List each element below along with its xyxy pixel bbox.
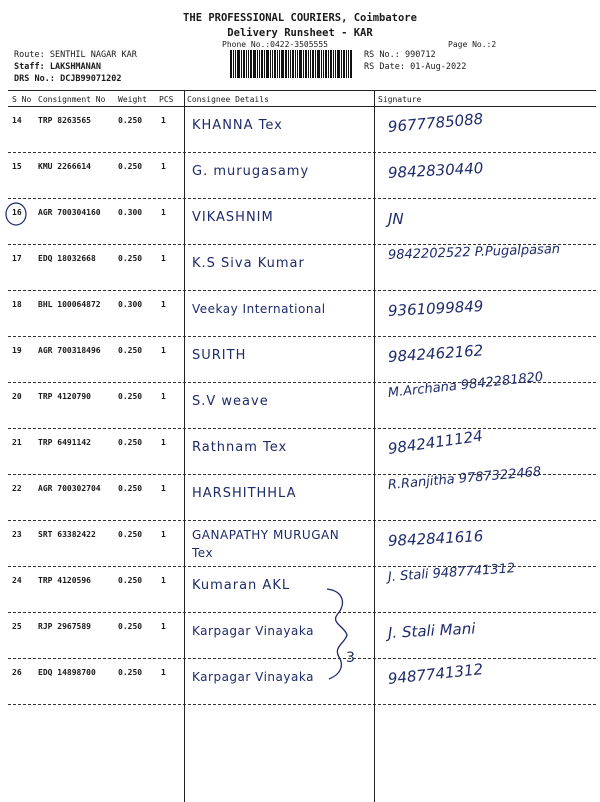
row-separator <box>8 520 596 521</box>
barcode-bar <box>337 50 340 78</box>
barcode-bar <box>235 50 236 78</box>
barcode-bar <box>274 50 276 78</box>
row-weight: 0.250 <box>118 162 143 171</box>
barcode-bar <box>305 50 307 78</box>
row-consignee: Kumaran AKL <box>192 578 291 593</box>
brace-count: 3 <box>346 650 356 666</box>
barcode-bar <box>264 50 265 78</box>
barcode-bar <box>250 50 252 78</box>
rs-date-line <box>364 62 466 72</box>
row-consignee: Veekay International <box>192 302 326 316</box>
barcode-bar <box>330 50 332 78</box>
row-signature: J. Stali 9487741312 <box>387 561 516 585</box>
barcode-bar <box>341 50 342 78</box>
row-consignment: EDQ 18032668 <box>38 254 96 263</box>
barcode-bar <box>237 50 240 78</box>
barcode-bar <box>261 50 263 78</box>
row-separator <box>8 612 596 613</box>
row-separator <box>8 704 596 705</box>
row-consignee: HARSHITHHLA <box>192 486 297 501</box>
row-weight: 0.250 <box>118 484 143 493</box>
row-signature: JN <box>388 210 404 228</box>
row-sno: 15 <box>12 162 22 171</box>
barcode-bar <box>299 50 302 78</box>
route-value: SENTHIL NAGAR KAR <box>49 50 137 60</box>
row-weight: 0.250 <box>118 668 143 677</box>
drs-label: DRS No.: <box>14 74 55 84</box>
drs-value: DCJB99071202 <box>60 74 122 84</box>
barcode-bar <box>272 50 273 78</box>
row-consignment: EDQ 14898700 <box>38 668 96 677</box>
table-top-border <box>8 90 596 91</box>
row-consignee: Karpagar Vinayaka <box>192 670 314 684</box>
row-signature: J. Stali Mani <box>387 619 476 642</box>
rs-no-line <box>364 50 436 60</box>
barcode-bar <box>266 50 269 78</box>
barcode-bar <box>321 50 322 78</box>
row-weight: 0.250 <box>118 392 143 401</box>
row-separator <box>8 152 596 153</box>
row-sno: 22 <box>12 484 22 493</box>
barcode-bar <box>348 50 349 78</box>
runsheet-subtitle: Delivery Runsheet - KAR <box>227 27 373 39</box>
row-sno: 23 <box>12 530 22 539</box>
row-separator <box>8 290 596 291</box>
staff-line <box>14 62 101 72</box>
row-pcs: 1 <box>161 668 166 677</box>
column-divider-signature <box>374 90 375 802</box>
row-pcs: 1 <box>161 576 166 585</box>
phone-number: Phone No.:0422-3505555 <box>222 40 328 49</box>
row-pcs: 1 <box>161 300 166 309</box>
row-pcs: 1 <box>161 484 166 493</box>
row-signature: 9361099849 <box>387 297 484 320</box>
barcode-bar <box>270 50 271 78</box>
row-consignment: AGR 700302704 <box>38 484 101 493</box>
barcode-bar <box>325 50 327 78</box>
barcode-bar <box>310 50 311 78</box>
row-pcs: 1 <box>161 438 166 447</box>
row-consignment: RJP 2967589 <box>38 622 91 631</box>
row-pcs: 1 <box>161 530 166 539</box>
row-weight: 0.250 <box>118 254 143 263</box>
col-header-pcs: PCS <box>159 95 174 104</box>
barcode-bar <box>292 50 294 78</box>
barcode-bar <box>350 50 352 78</box>
barcode-bar <box>285 50 287 78</box>
barcode <box>230 50 353 78</box>
row-consignment: TRP 4120596 <box>38 576 91 585</box>
row-consignment: KMU 2266614 <box>38 162 91 171</box>
row-signature: 9842462162 <box>387 341 484 366</box>
row-signature: M.Archana 9842281820 <box>387 369 544 401</box>
row-sno: 17 <box>12 254 22 263</box>
row-separator <box>8 336 596 337</box>
row-pcs: 1 <box>161 392 166 401</box>
barcode-bar <box>248 50 249 78</box>
barcode-bar <box>243 50 245 78</box>
table-header-border <box>8 106 596 107</box>
row-weight: 0.250 <box>118 530 143 539</box>
row-weight: 0.250 <box>118 438 143 447</box>
row-consignee: Karpagar Vinayaka <box>192 624 314 638</box>
barcode-bar <box>233 50 234 78</box>
rs-no-value: 990712 <box>404 50 436 60</box>
col-header-consignment: Consignment No <box>38 95 106 104</box>
barcode-bar <box>279 50 280 78</box>
barcode-bar <box>257 50 258 78</box>
row-signature: 9842411124 <box>386 426 484 458</box>
brace-mark-icon <box>325 585 365 685</box>
barcode-bar <box>295 50 296 78</box>
row-consignment: TRP 6491142 <box>38 438 91 447</box>
row-separator <box>8 428 596 429</box>
row-pcs: 1 <box>161 162 166 171</box>
row-pcs: 1 <box>161 622 166 631</box>
row-sno: 14 <box>12 116 22 125</box>
barcode-bar <box>288 50 289 78</box>
barcode-bar <box>277 50 278 78</box>
barcode-bar <box>317 50 320 78</box>
row-consignee: S.V weave <box>192 394 269 409</box>
barcode-bar <box>335 50 336 78</box>
barcode-bar <box>253 50 256 78</box>
drs-line <box>14 74 122 84</box>
row-sno: 18 <box>12 300 22 309</box>
row-weight: 0.250 <box>118 346 143 355</box>
row-sno: 21 <box>12 438 22 447</box>
row-signature: 9677785088 <box>387 109 484 136</box>
row-consignee: Rathnam Tex <box>192 440 288 455</box>
row-consignment: TRP 8263565 <box>38 116 91 125</box>
col-header-sno: S No <box>12 95 32 104</box>
route-line <box>14 50 137 60</box>
barcode-bar <box>333 50 334 78</box>
row-weight: 0.300 <box>118 208 143 217</box>
row-sno: 25 <box>12 622 22 631</box>
barcode-bar <box>308 50 309 78</box>
runsheet-title: THE PROFESSIONAL COURIERS, Coimbatore <box>183 12 417 24</box>
barcode-bar <box>246 50 247 78</box>
row-separator <box>8 198 596 199</box>
barcode-bar <box>346 50 347 78</box>
row-pcs: 1 <box>161 208 166 217</box>
row-consignment: SRT 63382422 <box>38 530 96 539</box>
row-signature: 9842830440 <box>387 159 484 182</box>
row-consignee: SURITH <box>192 348 247 363</box>
barcode-bar <box>312 50 314 78</box>
col-header-signature: Signature <box>378 95 422 104</box>
row-consignee: K.S Siva Kumar <box>192 256 305 271</box>
row-weight: 0.250 <box>118 622 143 631</box>
row-consignment: AGR 700304160 <box>38 208 101 217</box>
staff-value: LAKSHMANAN <box>49 62 102 72</box>
row-pcs: 1 <box>161 254 166 263</box>
row-consignee: KHANNA Tex <box>192 118 283 133</box>
barcode-bar <box>315 50 316 78</box>
row-consignment: TRP 4120790 <box>38 392 91 401</box>
row-consignment: BHL 100064872 <box>38 300 101 309</box>
row-sno: 16 <box>12 208 22 217</box>
row-pcs: 1 <box>161 346 166 355</box>
rs-date-label: RS Date: <box>364 62 405 72</box>
barcode-bar <box>259 50 260 78</box>
row-sno: 19 <box>12 346 22 355</box>
row-signature: 9487741312 <box>387 660 484 688</box>
page-number: Page No.:2 <box>448 40 497 49</box>
row-weight: 0.300 <box>118 300 143 309</box>
row-sno: 26 <box>12 668 22 677</box>
row-consignment: AGR 700318496 <box>38 346 101 355</box>
barcode-bar <box>303 50 304 78</box>
barcode-bar <box>241 50 242 78</box>
row-sno: 20 <box>12 392 22 401</box>
row-consignee: G. murugasamy <box>192 164 310 179</box>
row-signature: R.Ranjitha 9787322468 <box>387 464 542 493</box>
route-label: Route: <box>14 50 45 60</box>
circle-mark-icon <box>4 202 28 226</box>
rs-date-value: 01-Aug-2022 <box>410 62 467 72</box>
row-consignee: VIKASHNIM <box>192 210 274 225</box>
row-consignee: GANAPATHY MURUGAN Tex <box>192 528 340 560</box>
barcode-bar <box>230 50 232 78</box>
column-divider-consignee <box>184 90 185 802</box>
row-separator <box>8 658 596 659</box>
row-weight: 0.250 <box>118 116 143 125</box>
staff-label: Staff: <box>14 62 45 72</box>
barcode-bar <box>343 50 345 78</box>
row-signature: 9842841616 <box>387 527 484 550</box>
barcode-bar <box>328 50 329 78</box>
row-signature: 9842202522 P.Pugalpasan <box>387 241 561 263</box>
col-header-weight: Weight <box>118 95 147 104</box>
barcode-bar <box>290 50 291 78</box>
row-weight: 0.250 <box>118 576 143 585</box>
row-sno: 24 <box>12 576 22 585</box>
barcode-bar <box>323 50 324 78</box>
col-header-consignee: Consignee Details <box>187 95 269 104</box>
rs-no-label: RS No.: <box>364 50 400 60</box>
row-pcs: 1 <box>161 116 166 125</box>
barcode-bar <box>297 50 298 78</box>
barcode-bar <box>281 50 284 78</box>
